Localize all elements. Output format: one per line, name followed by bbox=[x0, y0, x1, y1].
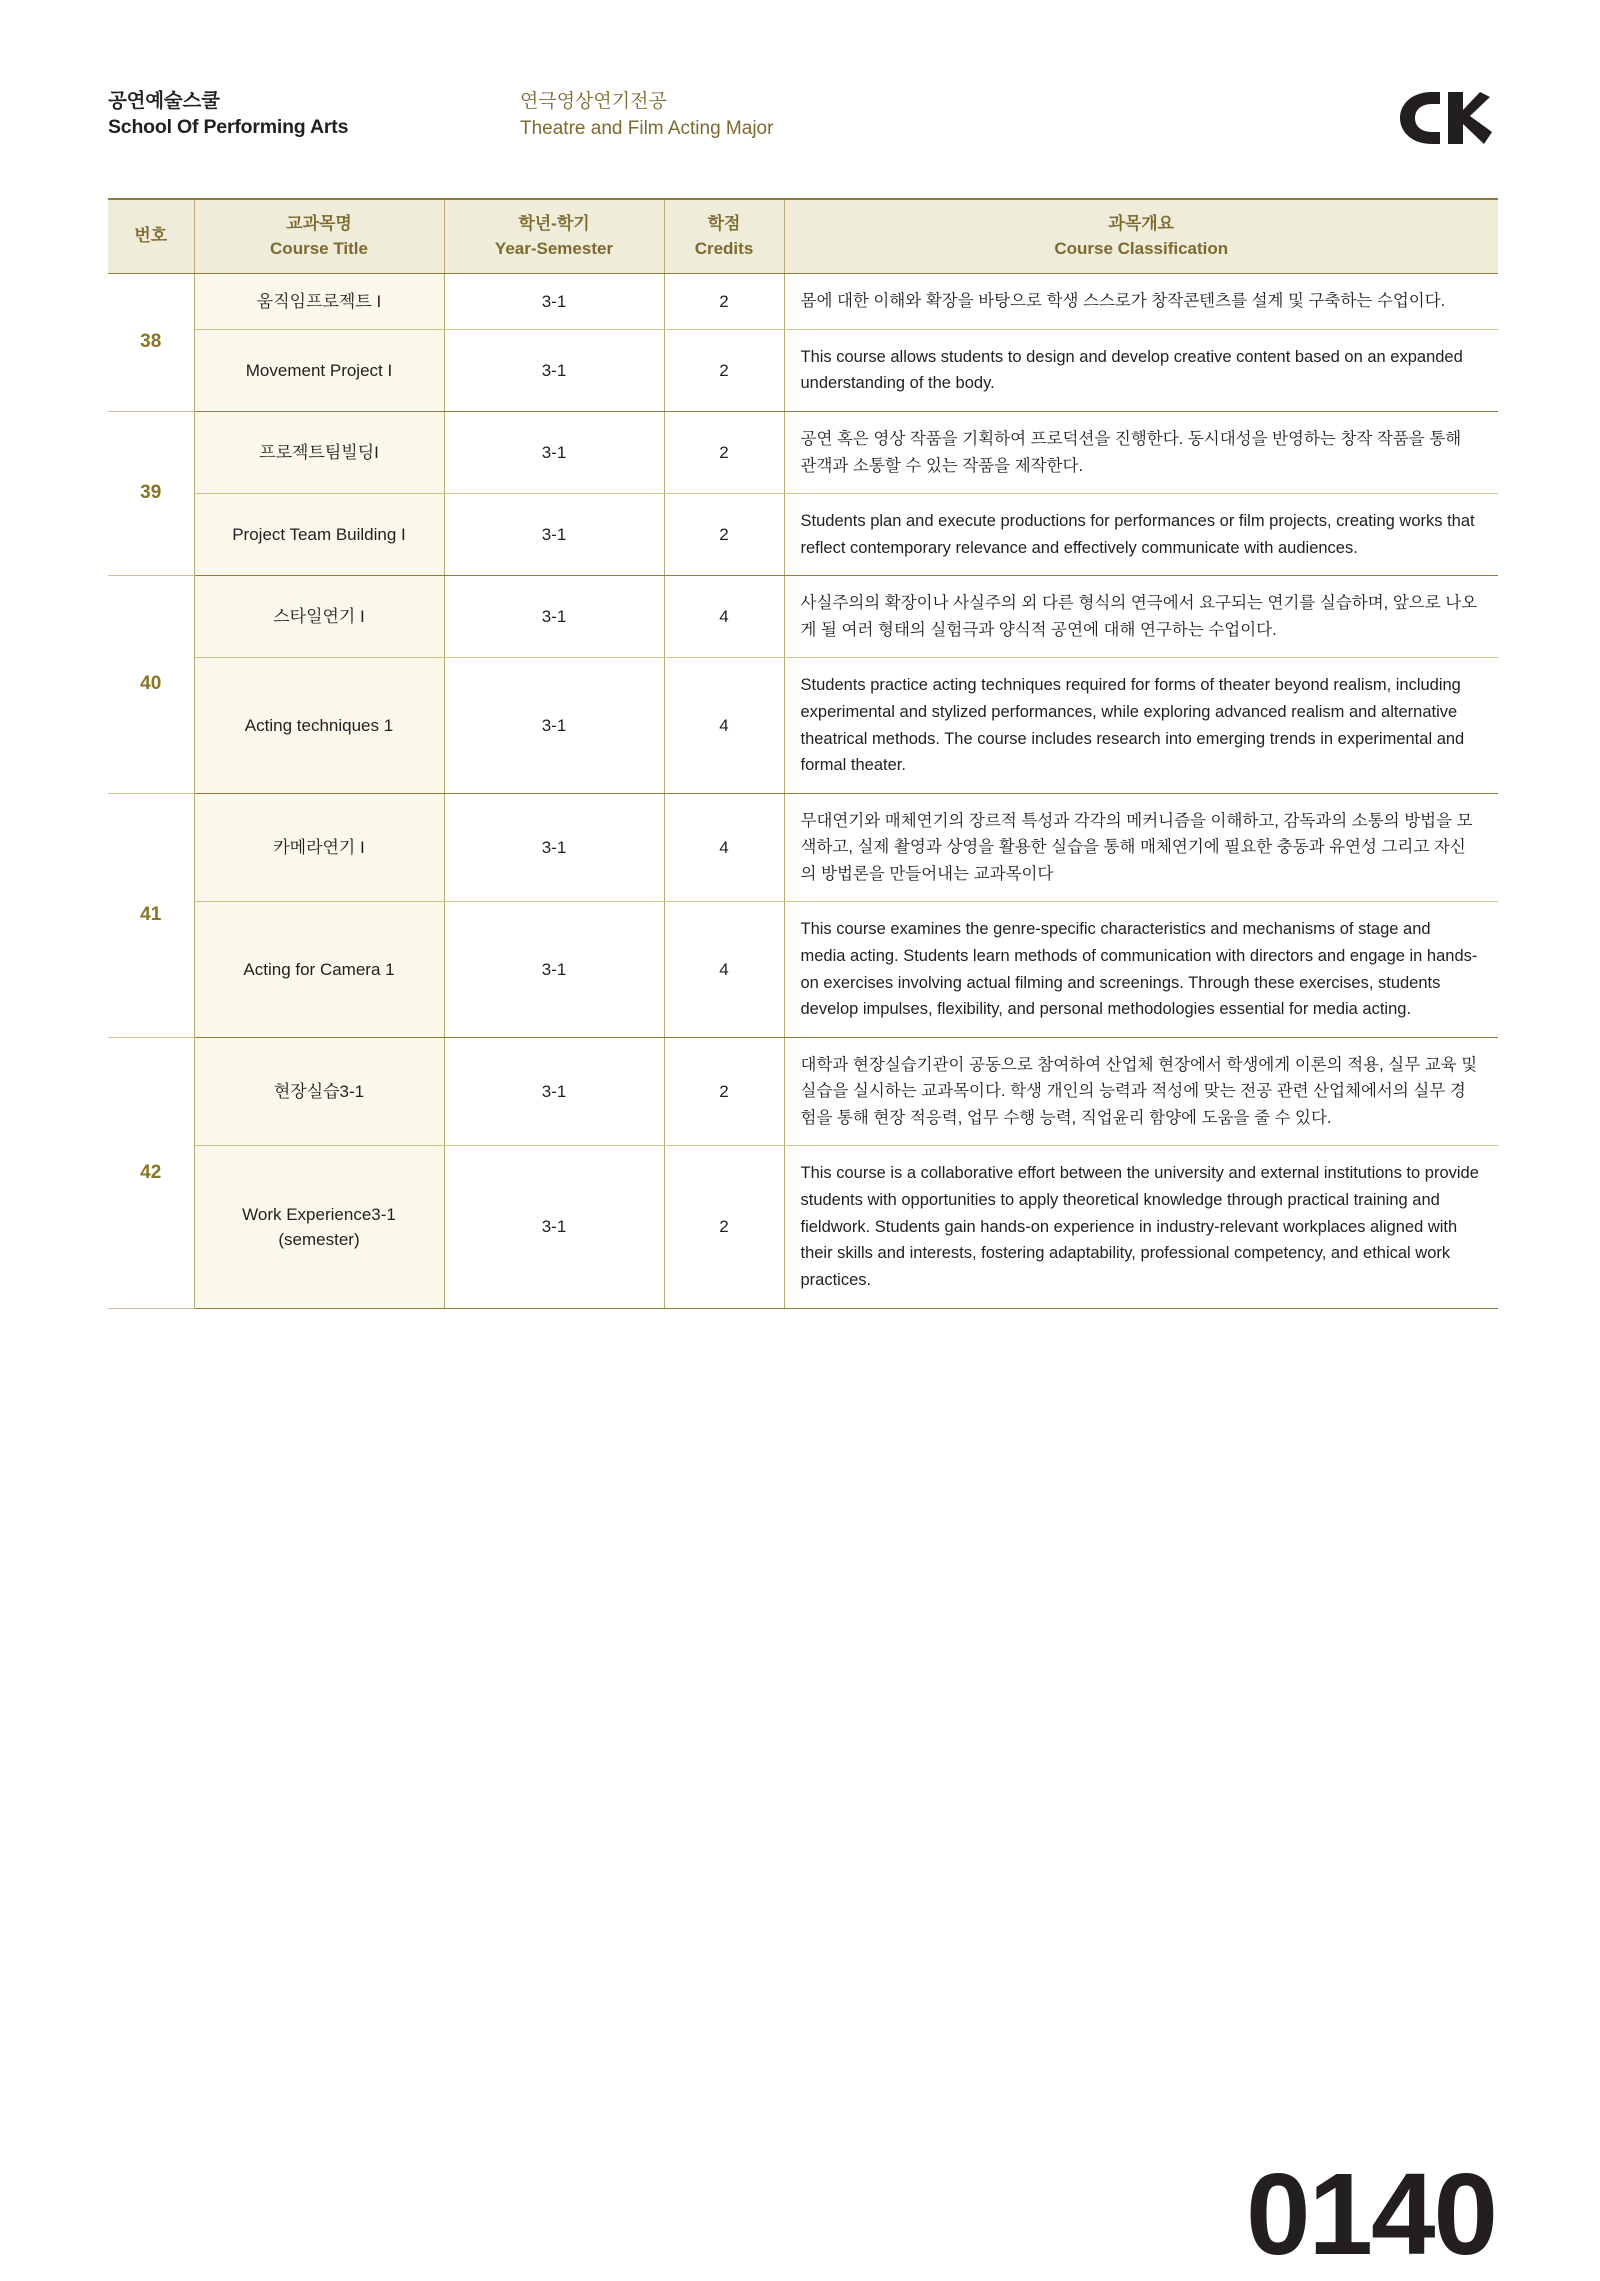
row-number: 40 bbox=[108, 576, 194, 794]
column-header-title-en: Course Title bbox=[270, 238, 368, 258]
ck-logo bbox=[1396, 88, 1492, 148]
course-desc-en: Students plan and execute productions for performances or film projects, creating works that reflect contemporary relevance and effectively communicate with audiences. bbox=[784, 493, 1498, 575]
course-year-en: 3-1 bbox=[444, 493, 664, 575]
column-header-year bbox=[444, 199, 664, 274]
course-year-en: 3-1 bbox=[444, 1146, 664, 1309]
column-header-desc-en: Course Classification bbox=[1054, 238, 1229, 258]
course-desc-ko: 몸에 대한 이해와 확장을 바탕으로 학생 스스로가 창작콘텐츠를 설계 및 구축하는 수업이다. bbox=[784, 274, 1498, 329]
table-row bbox=[108, 412, 1498, 494]
course-title-ko: 움직임프로젝트 I bbox=[194, 274, 444, 329]
column-header-no bbox=[108, 199, 194, 274]
course-credits-ko: 4 bbox=[664, 793, 784, 901]
course-credits-en: 4 bbox=[664, 658, 784, 794]
course-desc-en: This course is a collaborative effort between the university and external institutions to provide students with opportunities to apply theoretical knowledge through practical training and fieldwork. Students gain hands-on experience in industry-relevant workplaces aligned with their skills and interests, fostering adaptability, professional competency, and ethical work practices. bbox=[784, 1146, 1498, 1309]
major-name-block bbox=[520, 89, 773, 142]
course-credits-en: 2 bbox=[664, 329, 784, 411]
school-name-en: School Of Performing Arts bbox=[108, 116, 349, 139]
column-header-no-ko: 번호 bbox=[134, 226, 168, 246]
course-credits-ko: 2 bbox=[664, 412, 784, 494]
major-name-ko: 연극영상연기전공 bbox=[520, 91, 667, 112]
course-title-ko: 스타일연기 I bbox=[194, 576, 444, 658]
course-title-en: Movement Project I bbox=[194, 329, 444, 411]
course-desc-ko: 대학과 현장실습기관이 공동으로 참여하여 산업체 현장에서 학생에게 이론의 적용, 실무 교육 및 실습을 실시하는 교과목이다. 학생 개인의 능력과 적성에 맞는 전공 관련 산업체에서의 실무 경험을 통해 현장 적응력, 업무 수행 능력, 직업윤리 함양에 도움을 줄 수 있다. bbox=[784, 1038, 1498, 1146]
table-row bbox=[108, 902, 1498, 1038]
course-year-en: 3-1 bbox=[444, 902, 664, 1038]
course-year-ko: 3-1 bbox=[444, 793, 664, 901]
page-header bbox=[108, 88, 1498, 178]
row-number: 39 bbox=[108, 412, 194, 576]
course-title-en: Project Team Building I bbox=[194, 493, 444, 575]
course-desc-ko: 공연 혹은 영상 작품을 기획하여 프로덕션을 진행한다. 동시대성을 반영하는 창작 작품을 통해 관객과 소통할 수 있는 작품을 제작한다. bbox=[784, 412, 1498, 494]
course-desc-ko: 사실주의의 확장이나 사실주의 외 다른 형식의 연극에서 요구되는 연기를 실습하며, 앞으로 나오게 될 여러 형태의 실험극과 양식적 공연에 대해 연구하는 수업이다. bbox=[784, 576, 1498, 658]
course-credits-ko: 2 bbox=[664, 274, 784, 329]
course-desc-en: This course examines the genre-specific characteristics and mechanisms of stage and media acting. Students learn methods of communication with directors and engage in hands-on exercises involving actual filming and screenings. Through these exercises, students develop impulses, flexibility, and personal methodologies essential for media acting. bbox=[784, 902, 1498, 1038]
school-name-block bbox=[108, 88, 348, 141]
course-title-ko: 카메라연기 I bbox=[194, 793, 444, 901]
course-year-ko: 3-1 bbox=[444, 412, 664, 494]
course-title-en: Work Experience3-1 (semester) bbox=[194, 1146, 444, 1309]
course-year-en: 3-1 bbox=[444, 329, 664, 411]
column-header-title-ko: 교과목명 bbox=[286, 214, 352, 233]
column-header-year-ko: 학년-학기 bbox=[518, 214, 590, 233]
row-number: 42 bbox=[108, 1038, 194, 1309]
course-credits-en: 2 bbox=[664, 493, 784, 575]
column-header-year-en: Year-Semester bbox=[494, 238, 614, 258]
course-title-en: Acting techniques 1 bbox=[194, 658, 444, 794]
course-credits-ko: 2 bbox=[664, 1038, 784, 1146]
table-row bbox=[108, 576, 1498, 658]
course-title-en: Acting for Camera 1 bbox=[194, 902, 444, 1038]
column-header-title bbox=[194, 199, 444, 274]
table-row bbox=[108, 329, 1498, 411]
curriculum-table bbox=[108, 198, 1498, 1309]
column-header-desc-ko: 과목개요 bbox=[1108, 214, 1175, 233]
table-row bbox=[108, 1038, 1498, 1146]
course-title-ko: 현장실습3-1 bbox=[194, 1038, 444, 1146]
row-number: 38 bbox=[108, 274, 194, 412]
course-year-ko: 3-1 bbox=[444, 1038, 664, 1146]
course-credits-en: 4 bbox=[664, 902, 784, 1038]
course-title-ko: 프로젝트팀빌딩I bbox=[194, 412, 444, 494]
course-year-en: 3-1 bbox=[444, 658, 664, 794]
table-row bbox=[108, 658, 1498, 794]
course-desc-en: Students practice acting techniques required for forms of theater beyond realism, including experimental and stylized performances, while exploring advanced realism and alternative theatrical methods. The course includes research into emerging trends in experimental and formal theater. bbox=[784, 658, 1498, 794]
column-header-credits-ko: 학점 bbox=[707, 214, 741, 233]
table-row bbox=[108, 793, 1498, 901]
course-credits-ko: 4 bbox=[664, 576, 784, 658]
table-row bbox=[108, 493, 1498, 575]
school-name-ko: 공연예술스쿨 bbox=[108, 90, 220, 112]
course-desc-ko: 무대연기와 매체연기의 장르적 특성과 각각의 메커니즘을 이해하고, 감독과의 소통의 방법을 모색하고, 실제 촬영과 상영을 활용한 실습을 통해 매체연기에 필요한 충동과 유연성 그리고 자신의 방법론을 만들어내는 교과목이다 bbox=[784, 793, 1498, 901]
column-header-credits bbox=[664, 199, 784, 274]
column-header-desc bbox=[784, 199, 1498, 274]
course-credits-en: 2 bbox=[664, 1146, 784, 1309]
curriculum-table-wrap bbox=[108, 198, 1498, 1309]
course-year-ko: 3-1 bbox=[444, 576, 664, 658]
table-row bbox=[108, 1146, 1498, 1309]
row-number: 41 bbox=[108, 793, 194, 1037]
table-row bbox=[108, 274, 1498, 329]
column-header-credits-en: Credits bbox=[694, 238, 754, 258]
course-desc-en: This course allows students to design and develop creative content based on an expanded understanding of the body. bbox=[784, 329, 1498, 411]
major-name-en: Theatre and Film Acting Major bbox=[520, 117, 774, 139]
course-year-ko: 3-1 bbox=[444, 274, 664, 329]
table-header-row bbox=[108, 199, 1498, 274]
page-number: 0140 bbox=[1245, 2149, 1496, 2279]
